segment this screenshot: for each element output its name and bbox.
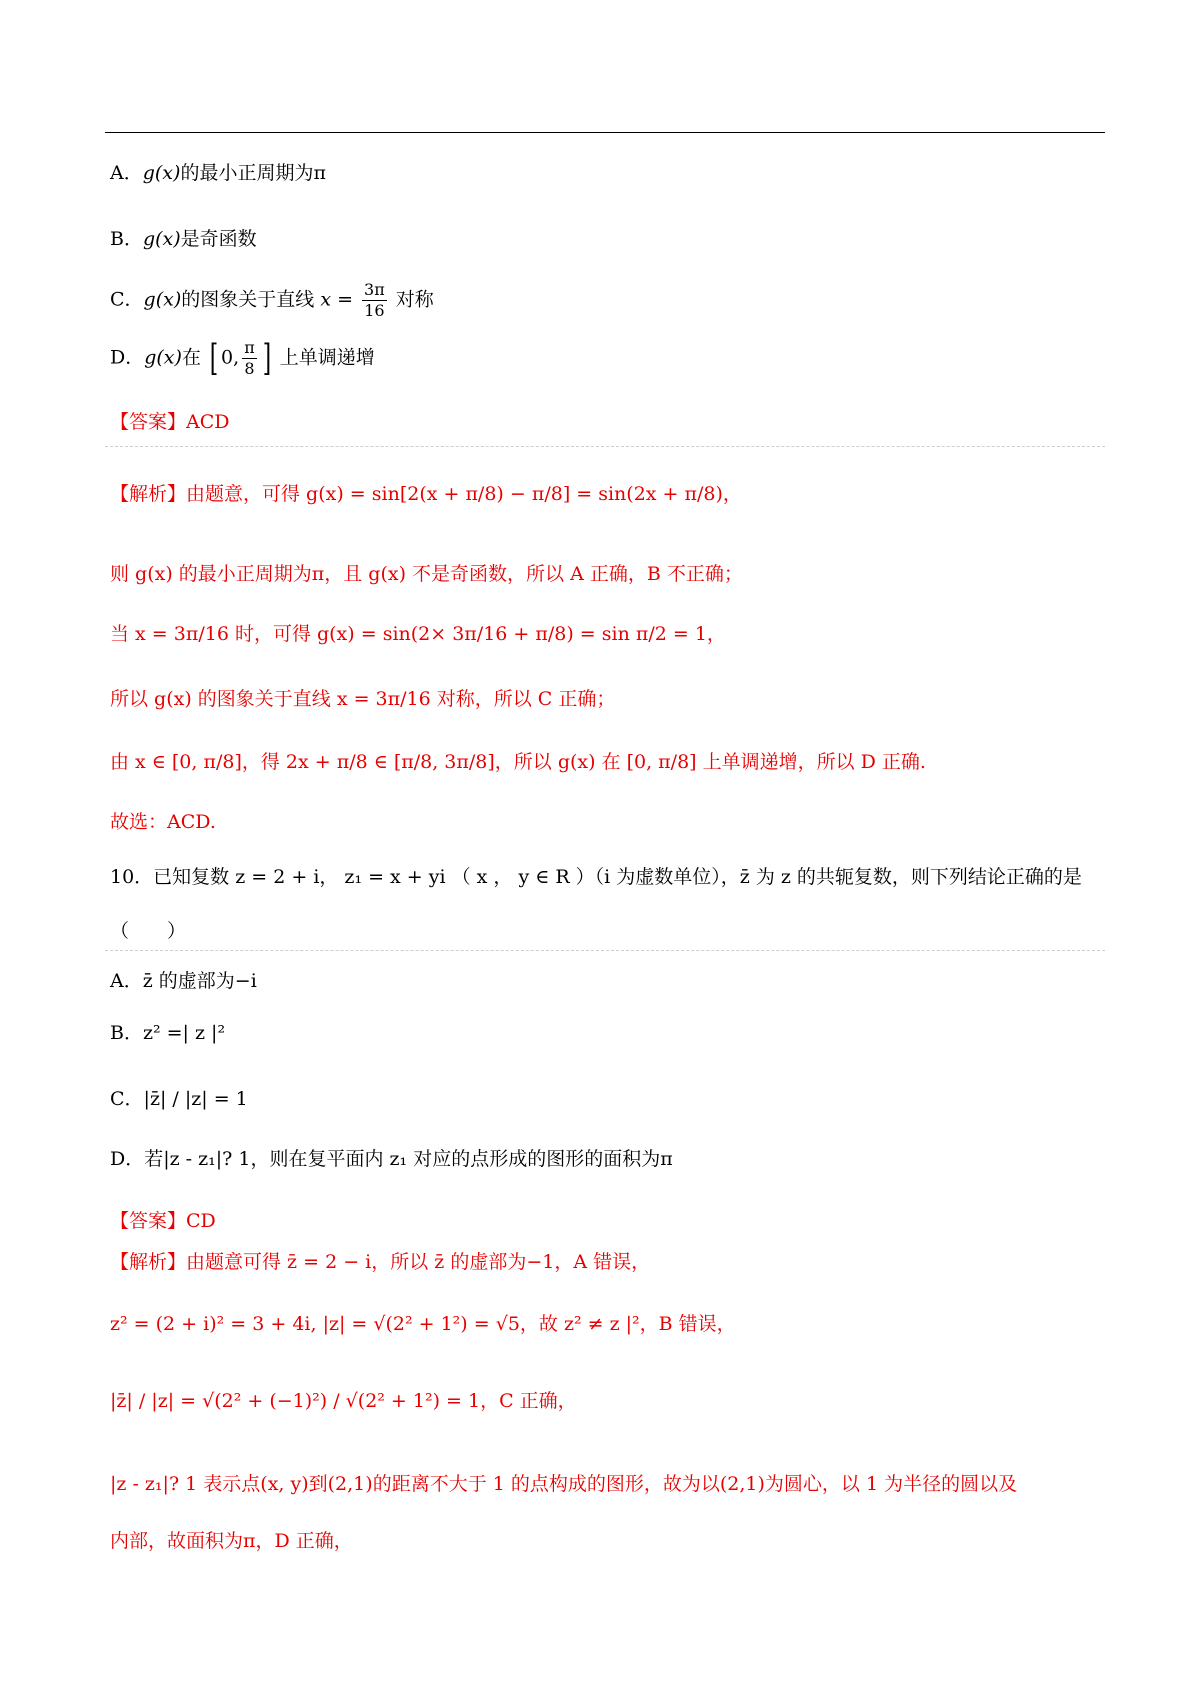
q10-stem: 10．已知复数 z = 2 + i， z₁ = x + yi （ x ， y ∈ R ）（i 为虚数单位），z̄ 为 z 的共轭复数，则下列结论正确的是 bbox=[110, 866, 1082, 888]
header-rule bbox=[105, 132, 1105, 133]
q10-option-a: A．z̄ 的虚部为−i bbox=[110, 970, 257, 992]
q9-answer: 【答案】ACD bbox=[110, 411, 230, 433]
q9-analysis-line-5: 由 x ∈ [0, π/8]，得 2x + π/8 ∈ [π/8, 3π/8]，所以 g(x) 在 [0, π/8] 上单调递增，所以 D 正确. bbox=[110, 751, 926, 773]
q9-option-d: D．g(x)在 [ 0, $\frac{\pi}{8}$ ] 上单调递增 bbox=[110, 337, 375, 379]
q10-answer: 【答案】CD bbox=[110, 1210, 216, 1232]
q9-analysis-line-3: 当 x = 3π/16 时，可得 g(x) = sin(2× 3π/16 + π/8) = sin π/2 = 1， bbox=[110, 623, 726, 645]
separator bbox=[105, 950, 1105, 951]
q10-analysis-line-2: z² = (2 + i)² = 3 + 4i, |z| = √(2² + 1²) = √5，故 z² ≠ z |²，B 错误， bbox=[110, 1313, 736, 1335]
q9-option-b: B．g(x)是奇函数 bbox=[110, 228, 257, 250]
q9-analysis-line-4: 所以 g(x) 的图象关于直线 x = 3π/16 对称，所以 C 正确； bbox=[110, 688, 616, 710]
q9-option-c: C．g(x)的图象关于直线 x = $\frac{3\pi}{16}$ 对称 bbox=[110, 280, 434, 320]
separator bbox=[105, 446, 1105, 447]
q10-option-d: D．若|z - z₁|? 1，则在复平面内 z₁ 对应的点形成的图形的面积为π bbox=[110, 1148, 673, 1170]
q10-analysis-line-5: 内部，故面积为π，D 正确， bbox=[110, 1530, 353, 1552]
q10-paren: （ ） bbox=[110, 920, 187, 942]
q9-option-a: A．g(x)的最小正周期为π bbox=[110, 162, 326, 184]
q9-analysis-line-6: 故选：ACD. bbox=[110, 811, 216, 833]
q10-analysis-line-1: 【解析】由题意可得 z̄ = 2 − i，所以 z̄ 的虚部为−1，A 错误， bbox=[110, 1251, 651, 1273]
fraction: $\frac{3\pi}{16}$ bbox=[364, 280, 385, 320]
q10-option-c: C．|z̄| / |z| = 1 bbox=[110, 1088, 248, 1110]
q9-analysis-line-1: 【解析】由题意，可得 g(x) = sin[2(x + π/8) − π/8] = sin(2x + π/8)， bbox=[110, 483, 742, 505]
fraction: $\frac{\pi}{8}$ bbox=[244, 338, 255, 378]
q10-option-b: B．z² =| z |² bbox=[110, 1022, 226, 1044]
q9-analysis-line-2: 则 g(x) 的最小正周期为π，且 g(x) 不是奇函数，所以 A 正确，B 不正确； bbox=[110, 563, 743, 585]
q10-analysis-line-3: |z̄| / |z| = √(2² + (−1)²) / √(2² + 1²) = 1，C 正确， bbox=[110, 1390, 577, 1412]
q10-analysis-line-4: |z - z₁|? 1 表示点(x, y)到(2,1)的距离不大于 1 的点构成的图形，故为以(2,1)为圆心，以 1 为半径的圆以及 bbox=[110, 1473, 1018, 1495]
